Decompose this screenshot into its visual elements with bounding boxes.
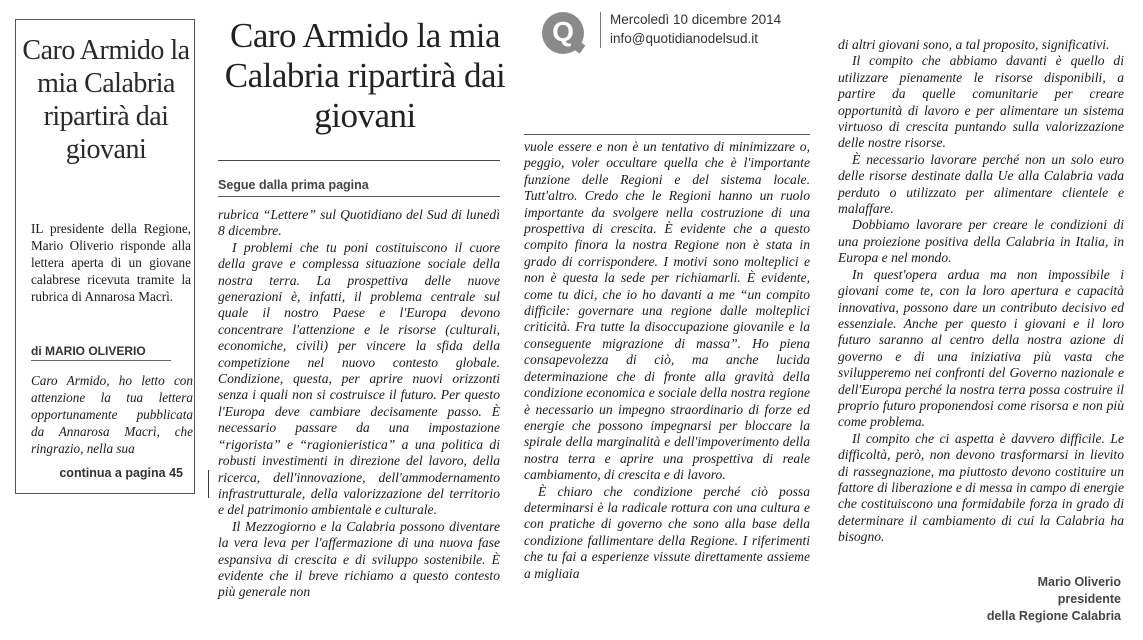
headline-rule [218, 160, 500, 161]
article-column-3 [838, 37, 1124, 546]
paragraph: È chiaro che condizione perché ciò possa determinarsi è la radicale rottura con una cultura e con pratiche di governo che sono alla base della condizione fallimentare della Regione. I riferimenti che tu fai a esperienze vissute direttamente assieme a migliaia [524, 483, 810, 581]
paragraph: I problemi che tu poni costituiscono il cuore della grave e complessa situazione sociale della nostra terra. La prospettiva delle nuove generazioni è, infatti, il problema centrale sul quale il nostro Paese e l'Europa devono concentrare l'attenzione e le risorse (culturali, economiche, civili) per vincere la sfida della competizione nel nuovo contesto globale. Condizione, questa, per aprire nuovi orizzonti senza i quali non si costruisce il futuro. Per questo l'Europa deve cambiare decisamente passo. È necessario passare da una impostazione “rigorista” e “ragionieristica” a una politica di robusti investimenti in direzione del lavoro, della ricerca, dell'innovazione, dell'ammodernamento infrastrutturale, della valorizzazione del territorio e del patrimonio ambientale e culturale. [218, 239, 500, 518]
paragraph: È necessario lavorare perché non un solo euro delle risorse destinate dalla Ue alla Calabria vada perduto o utilizzato per alimentare clientele e malaffare. [838, 151, 1124, 217]
paragraph: vuole essere e non è un tentativo di minimizzare o, peggio, voler occultare quella che è l'importante funzione delle Regioni e del sistema locale. Tutt'altro. Credo che le Regioni hanno un ruolo importante da svolgere nella costruzione di una prospettiva di crescita. È evidente che a questo compito finora la nostra Regione non è stata in grado di corrispondere. I motivi sono molteplici e non è questa la sede per richiamarli. È evidente, come tu dici, che io ho davanti a me “un compito difficile: governare una regione dalle molteplici criticità. Fra tutte la disoccupazione giovanile e la conseguente migrazione di massa”. Ho piena consapevolezza di ciò, ma anche lucida determinazione che di fronte alla gravità della condizione economica e sociale della nostra regione è necessario un impegno straordinario di forze ed energie che possono impegnarsi per bloccare la spirale della marginalità e dell'impoverimento della nostra terra e aprire una prospettiva di reale cambiamento, di crescita e di lavoro. [524, 139, 810, 483]
masthead-divider [600, 12, 601, 48]
summary-box [15, 19, 195, 494]
signature-org: della Regione Calabria [986, 609, 1121, 623]
author-byline: di MARIO OLIVERIO [31, 344, 171, 361]
continue-link[interactable]: continua a pagina 45 [59, 466, 183, 480]
logo-letter: Q [552, 16, 574, 47]
quotidiano-logo-icon [542, 12, 584, 54]
paragraph: Il compito che abbiamo davanti è quello di utilizzare pienamente le risorse disponibili, a partire da quelle comunitarie per creare opportunità di lavoro e per alimentare un sistema virtuoso di crescita puntando sulla valorizzazione delle nostre risorse. [838, 53, 1124, 151]
issue-date: Mercoledì 10 dicembre 2014 [610, 12, 782, 27]
article-headline: Caro Armido la mia Calabria ripartirà dai giovani [224, 16, 506, 135]
segue-rule [218, 196, 500, 197]
paragraph: Il compito che ci aspetta è davvero difficile. Le difficoltà, però, non devono trasformarsi in lievito di rassegnazione, ma piuttosto devono costituire un fattore di liberazione e di messa in campo di energie che costituiscono una formidabile forza in grado di determinare il cambiamento di cui la Calabria ha bisogno. [838, 430, 1124, 545]
paragraph: rubrica “Lettere” sul Quotidiano del Sud di lunedì 8 dicembre. [218, 207, 500, 239]
column-2-rule [524, 134, 810, 135]
paragraph: Il Mezzogiorno e la Calabria possono diventare la vera leva per l'affermazione di una nuova fase espansiva di crescita e di sviluppo sostenibile. È evidente che il breve richiamo a questo contesto più generale non [218, 518, 500, 600]
signature [838, 574, 1121, 625]
paragraph: In quest'opera ardua ma non impossibile i giovani come te, con la loro apertura e capacità innovativa, possono dare un contributo decisivo ed essenziale. Anche per questo i giovani e il loro futuro saranno al centro della nostra azione di governo e di una iniziativa più vasta che svilupperemo nei confronti del Governo nazionale e dell'Europa perché la nostra terra possa costruire il proprio futuro proponendosi come risorsa e non più come problema. [838, 266, 1124, 430]
continued-from-label: Segue dalla prima pagina [218, 178, 369, 192]
signature-name: Mario Oliverio [1037, 575, 1121, 589]
paragraph: di altri giovani sono, a tal proposito, significativi. [838, 37, 1110, 52]
summary-lead: IL presidente della Regione, Mario Oliverio risponde alla lettera aperta di un giovane calabrese ricevuta tramite la rubrica di Annarosa Macrì. [31, 221, 191, 304]
article-column-2 [524, 139, 810, 582]
summary-excerpt: Caro Armido, ho letto con attenzione la tua lettera opportunamente pubblicata da Annarosa Macrì, che ringrazio, nella sua [31, 373, 193, 456]
contact-email[interactable]: info@quotidianodelsud.it [610, 31, 759, 46]
paragraph: Dobbiamo lavorare per creare le condizioni di una proiezione positiva della Calabria in Italia, in Europa e nel mondo. [838, 217, 1124, 266]
column-marker [208, 470, 209, 498]
article-column-1 [218, 207, 500, 601]
summary-title: Caro Armido la mia Calabria ripartirà dai giovani [22, 35, 190, 165]
signature-role: presidente [1057, 592, 1121, 606]
